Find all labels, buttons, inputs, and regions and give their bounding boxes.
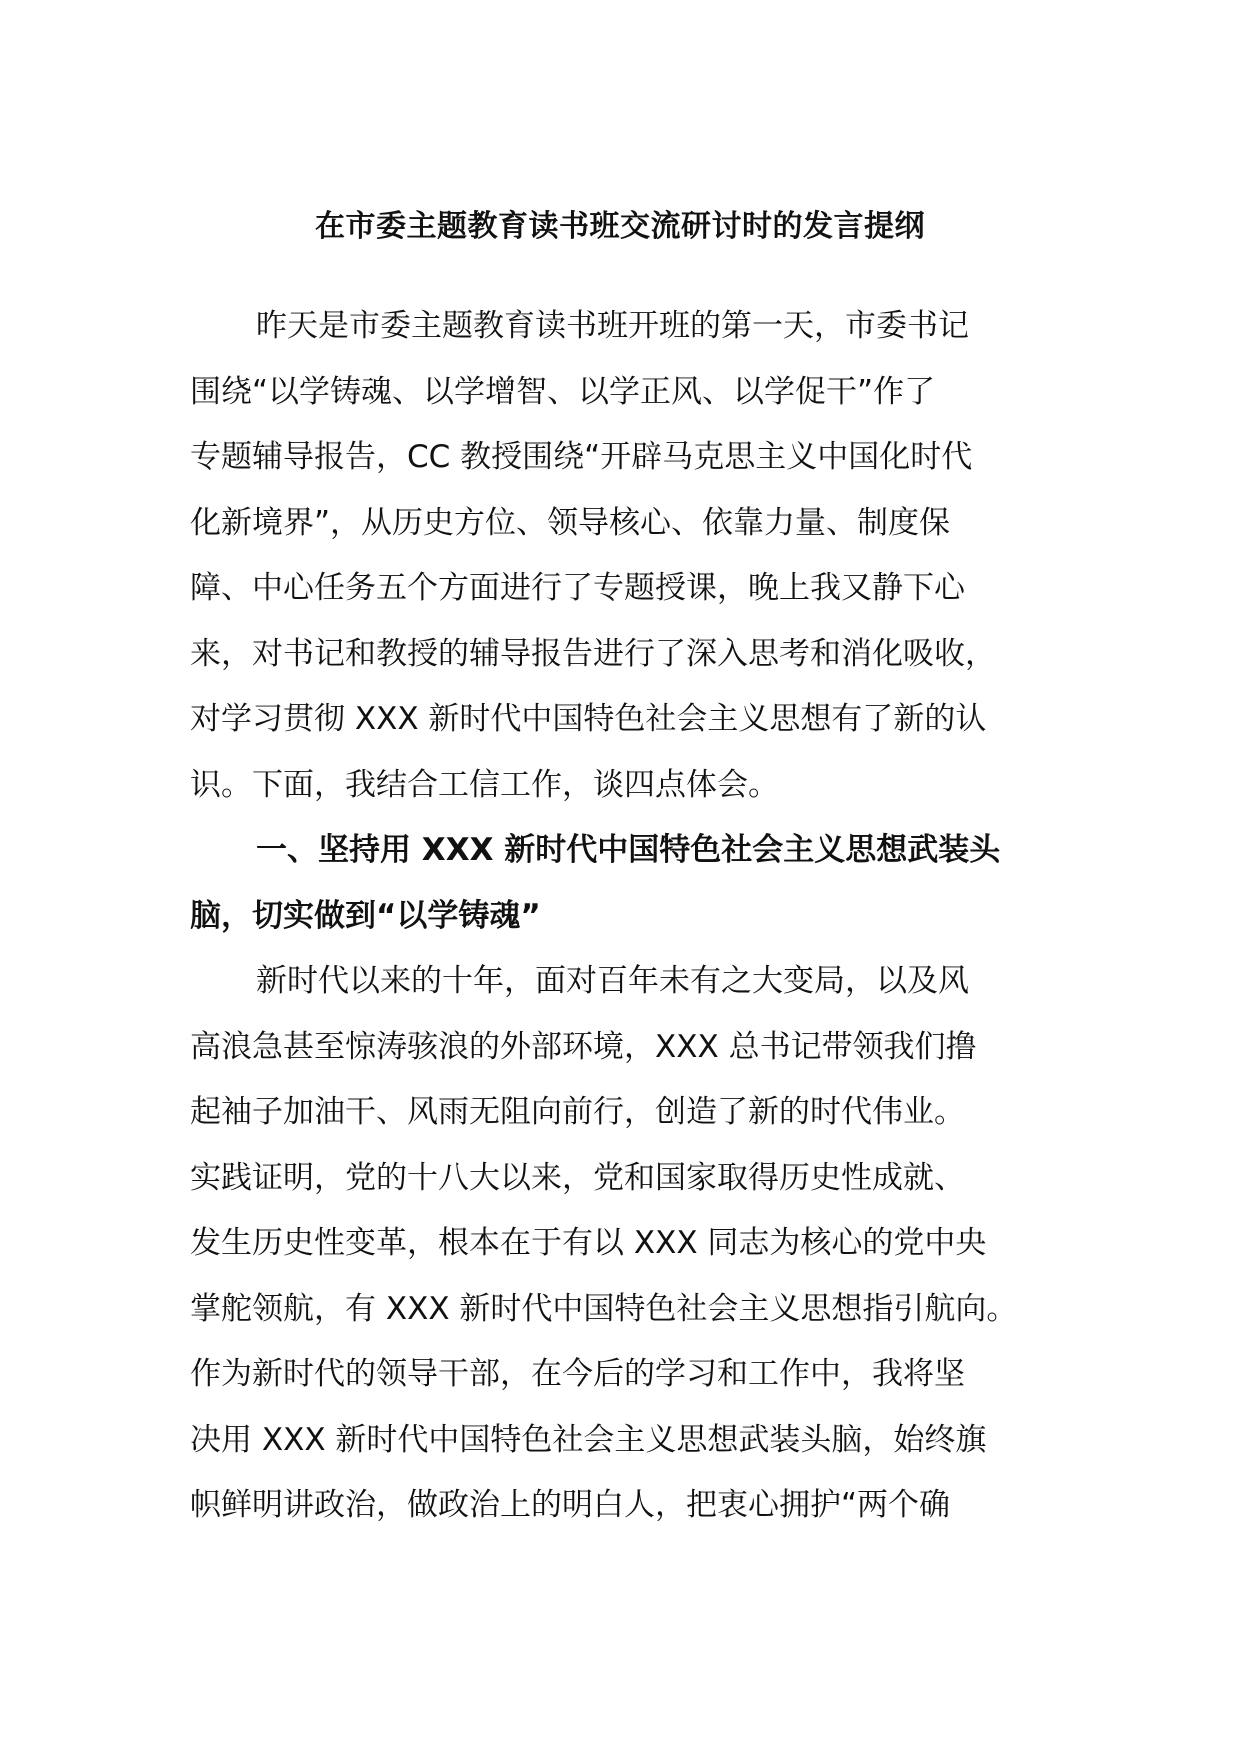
- paragraph-line: 高浪急甚至惊涛骇浪的外部环境，XXX 总书记带领我们撸: [190, 1028, 977, 1065]
- document-title: 在市委主题教育读书班交流研讨时的发言提纲: [315, 209, 925, 244]
- paragraph-line: 掌舵领航，有 XXX 新时代中国特色社会主义思想指引航向。: [190, 1290, 1018, 1327]
- paragraph-line: 起袖子加油干、风雨无阻向前行，创造了新的时代伟业。: [190, 1094, 965, 1130]
- paragraph-line: 帜鲜明讲政治，做政治上的明白人，把衷心拥护“两个确: [190, 1487, 951, 1523]
- paragraph-line: 决用 XXX 新时代中国特色社会主义思想武装头脑，始终旗: [190, 1421, 987, 1458]
- paragraph-line: 化新境界”，从历史方位、领导核心、依靠力量、制度保: [190, 504, 951, 541]
- paragraph-line: 障、中心任务五个方面进行了专题授课，晚上我又静下心: [190, 570, 965, 606]
- paragraph-line: 作为新时代的领导干部，在今后的学习和工作中，我将坚: [190, 1356, 965, 1392]
- paragraph-line: 发生历史性变革，根本在于有以 XXX 同志为核心的党中央: [190, 1225, 987, 1261]
- paragraph-line: 对学习贯彻 XXX 新时代中国特色社会主义思想有了新的认: [190, 701, 987, 737]
- section-heading-line: 一、坚持用 XXX 新时代中国特色社会主义思想武装头: [256, 832, 1001, 868]
- paragraph-line: 围绕“以学铸魂、以学增智、以学正风、以学促干”作了: [190, 373, 936, 410]
- paragraph-line: 昨天是市委主题教育读书班开班的第一天，市委书记: [256, 308, 969, 344]
- document-body: [190, 294, 1070, 1539]
- paragraph-line: 识。下面，我结合工信工作，谈四点体会。: [190, 766, 779, 803]
- paragraph-line: 来，对书记和教授的辅导报告进行了深入思考和消化吸收，: [190, 635, 996, 672]
- paragraph-line: 专题辅导报告，CC 教授围绕“开辟马克思主义中国化时代: [190, 439, 973, 475]
- paragraph-line: 实践证明，党的十八大以来，党和国家取得历史性成就、: [190, 1159, 965, 1196]
- section-heading-line: 脑，切实做到“以学铸魂”: [190, 897, 541, 934]
- paragraph-line: 新时代以来的十年，面对百年未有之大变局，以及风: [256, 963, 969, 999]
